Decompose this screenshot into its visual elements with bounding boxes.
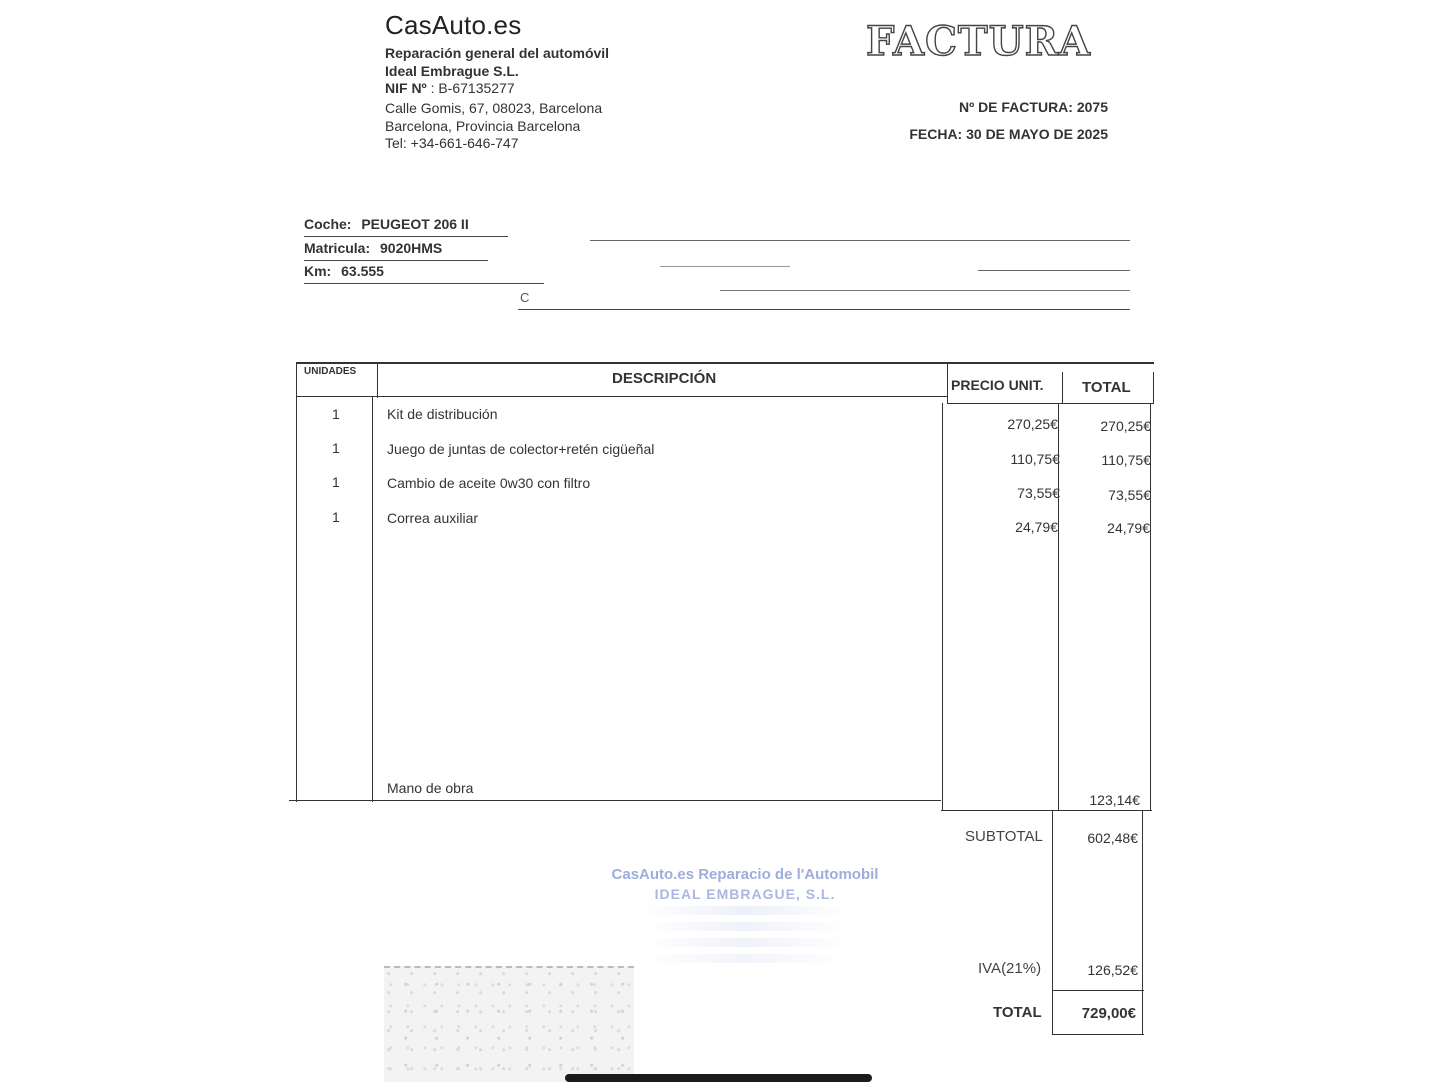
vehicle-plate	[304, 240, 442, 256]
plate-label: Matricula:	[304, 240, 371, 256]
stamp-smudge	[640, 922, 850, 931]
company-tagline: Reparación general del automóvil	[385, 45, 610, 61]
stamp-smudge	[640, 906, 850, 915]
total-box-top	[1052, 990, 1144, 991]
labour-total: 123,14€	[1089, 792, 1140, 808]
car-label: Coche:	[304, 216, 352, 232]
row-units: 1	[332, 474, 340, 490]
invoice-date-value: 30 DE MAYO DE 2025	[966, 126, 1108, 142]
table-right-border-head	[1153, 372, 1154, 404]
company-address: Calle Gomis, 67, 08023, Barcelona	[385, 100, 603, 116]
header-separator	[296, 396, 948, 397]
row-units: 1	[332, 406, 340, 422]
row-description: Kit de distribución	[387, 406, 498, 422]
table-bottom-border-right	[941, 810, 1152, 811]
form-line	[660, 266, 790, 267]
invoice-title: FACTURA	[866, 18, 1091, 65]
km-value: 63.555	[341, 263, 384, 279]
subtotal-value: 602,48€	[1087, 830, 1138, 846]
company-phone: Tel: +34-661-646-747	[385, 135, 519, 151]
form-line	[720, 290, 1130, 291]
row-total: 73,55€	[1108, 487, 1151, 503]
subtotal-label: SUBTOTAL	[965, 828, 1043, 845]
car-value: PEUGEOT 206 II	[361, 216, 469, 232]
vehicle-km	[304, 263, 384, 279]
car-underline	[304, 236, 508, 237]
stamp-smudge	[640, 954, 850, 963]
company-stamp-line2: IDEAL EMBRAGUE, S.L.	[654, 886, 836, 902]
header-description: DESCRIPCIÓN	[612, 370, 717, 387]
km-underline	[304, 283, 544, 284]
redacted-signature-area	[384, 966, 634, 1082]
desc-divider	[942, 403, 943, 811]
vehicle-car	[304, 216, 469, 232]
header-units: UNIDADES	[304, 366, 357, 377]
vat-label: IVA(21%)	[978, 960, 1042, 977]
vat-value: 126,52€	[1087, 962, 1138, 978]
row-unit-price: 73,55€	[1017, 485, 1060, 501]
price-divider-head	[1062, 372, 1063, 404]
invoice-number	[959, 99, 1108, 115]
row-units: 1	[332, 440, 340, 456]
scroll-indicator-bar[interactable]	[565, 1074, 872, 1082]
units-divider-head	[377, 362, 378, 398]
totals-right-border	[1142, 810, 1143, 1034]
row-units: 1	[332, 509, 340, 525]
company-city: Barcelona, Provincia Barcelona	[385, 118, 581, 134]
company-name: CasAuto.es	[385, 10, 522, 40]
nif-value: : B-67135277	[430, 80, 515, 96]
total-label: TOTAL	[993, 1004, 1042, 1021]
invoice-number-label: Nº DE FACTURA:	[958, 99, 1073, 115]
company-legal-name: Ideal Embrague S.L.	[385, 63, 519, 79]
row-description: Correa auxiliar	[387, 510, 479, 526]
row-description: Cambio de aceite 0w30 con filtro	[387, 475, 591, 491]
header-unit-price: PRECIO UNIT.	[951, 377, 1044, 393]
invoice-number-value: 2075	[1076, 99, 1108, 115]
km-label: Km:	[304, 263, 332, 279]
row-total: 110,75€	[1101, 452, 1151, 468]
form-line	[590, 240, 1130, 241]
nif-label: NIF Nº	[385, 80, 427, 96]
form-line	[518, 309, 1130, 310]
row-total: 24,79€	[1107, 520, 1150, 536]
desc-divider-head	[947, 362, 948, 404]
table-left-border	[296, 362, 297, 802]
row-description: Juego de juntas de colector+retén cigüeñal	[387, 441, 655, 457]
totals-divider	[1052, 810, 1053, 1034]
row-unit-price: 270,25€	[1007, 416, 1058, 432]
row-unit-price: 110,75€	[1010, 451, 1060, 467]
table-top-border	[296, 362, 1154, 364]
total-value: 729,00€	[1081, 1005, 1136, 1022]
plate-underline	[304, 260, 488, 261]
units-divider	[372, 397, 373, 802]
form-line	[978, 270, 1130, 271]
stamp-smudge	[640, 938, 850, 947]
total-box-bottom	[1052, 1034, 1144, 1035]
invoice-date	[909, 126, 1108, 142]
row-unit-price: 24,79€	[1015, 519, 1058, 535]
company-nif	[385, 80, 515, 96]
header-separator-right	[948, 403, 1154, 404]
plate-value: 9020HMS	[380, 240, 443, 256]
invoice-date-label: FECHA:	[909, 126, 963, 142]
table-bottom-border	[289, 800, 941, 801]
client-label: C	[520, 290, 530, 305]
company-stamp-line1: CasAuto.es Reparacio de l'Automobil	[611, 866, 879, 883]
row-total: 270,25€	[1100, 418, 1151, 434]
labour-description: Mano de obra	[387, 780, 474, 796]
header-total: TOTAL	[1082, 379, 1131, 396]
